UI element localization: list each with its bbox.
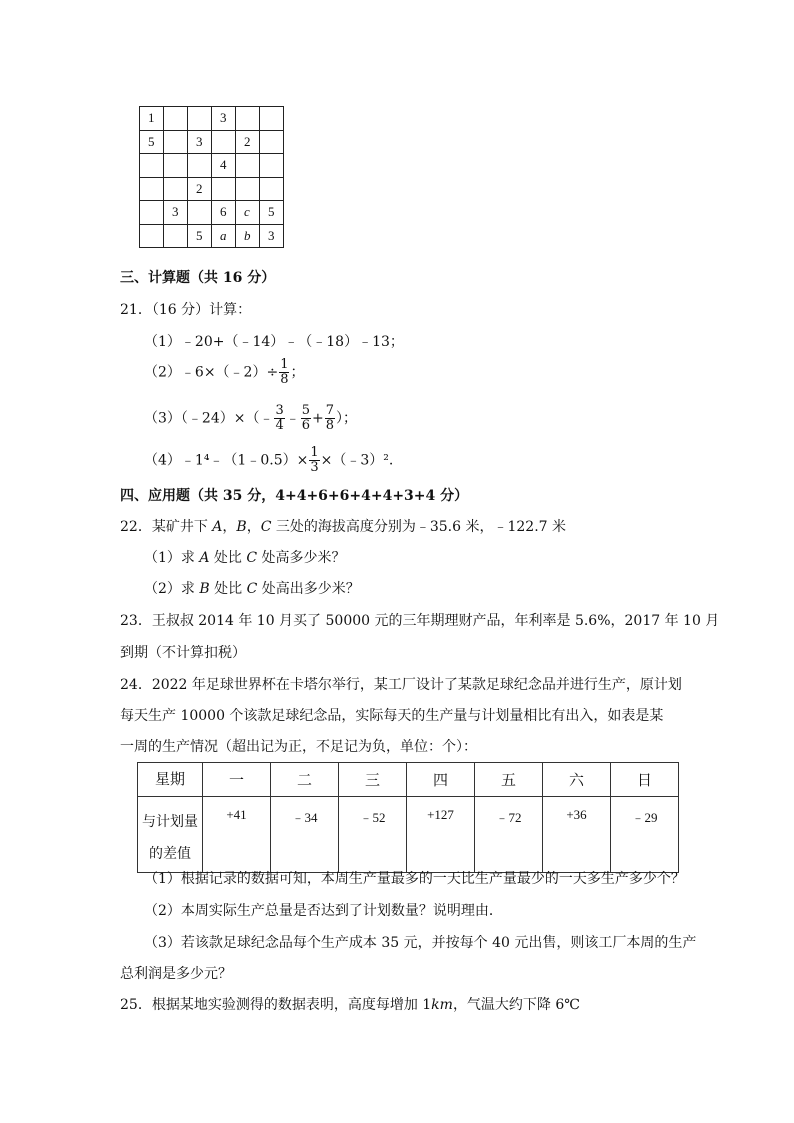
grid-cell [140,154,164,178]
grid-row [140,130,284,154]
grid-cell: 2 [188,177,212,201]
q22-part2: （2）求 B 处比 C 处高出多少米？ [144,581,360,597]
grid-cell [164,224,188,248]
fraction: $\frac{3}{4}$ [275,403,284,433]
q24-part2: （2）本周实际生产总量是否达到了计划数量？说明理由． [144,903,503,919]
grid-cell [164,177,188,201]
q24-line1: 24．2022 年足球世界杯在卡塔尔举行，某工厂设计了某款足球纪念品并进行生产，原计划 [120,677,682,693]
diff-value: +41 [203,797,271,873]
q24-line3: 一周的生产情况（超出记为正，不足记为负，单位：个）： [120,739,477,755]
grid-cell [260,154,284,178]
q21-part4: （4）﹣1⁴﹣（1﹣0.5）× $\frac{1}{3}$ ×（﹣3）². [144,445,394,475]
grid-cell: 2 [236,130,260,154]
day-header: 四 [407,763,475,797]
day-header: 五 [475,763,543,797]
q21-stem: 21．（16 分）计算： [120,302,252,318]
diff-value: ﹣34 [271,797,339,873]
diff-value: ﹣72 [475,797,543,873]
q24-part3-line2: 总利润是多少元？ [120,966,232,982]
fraction: $\frac{5}{6}$ [301,403,311,433]
diff-value: +127 [407,797,475,873]
diff-value: ﹣29 [611,797,679,873]
number-grid [139,106,284,248]
grid-cell: 5 [140,130,164,154]
q25-text: 25．根据某地实验测得的数据表明，高度每增加 1km，气温大约下降 6℃ [120,997,580,1013]
row-label: 与计划量 的差值 [138,797,203,873]
grid-cell [140,201,164,225]
fraction: $\frac{1}{3}$ [310,445,319,475]
grid-cell [260,107,284,131]
section4-heading: 四、应用题（共 35 分，4+4+6+6+4+4+3+4 分） [120,488,469,504]
grid-cell [140,224,164,248]
grid-cell [236,154,260,178]
section3-heading: 三、计算题（共 16 分） [120,270,276,286]
grid-cell [236,177,260,201]
fraction: $\frac{7}{8}$ [325,403,335,433]
fraction: $\frac{1}{8}$ [280,357,289,387]
day-header: 一 [203,763,271,797]
q21-part1: （1）﹣20+（﹣14）﹣（﹣18）﹣13； [144,334,404,350]
q23-line1: 23．王叔叔 2014 年 10 月买了 50000 元的三年期理财产品，年利率是 5.6%，2017 年 10 月 [120,613,720,629]
grid-cell [140,177,164,201]
day-header: 日 [611,763,679,797]
q21-part3: （3）（﹣24）×（﹣ $\frac{3}{4}$ ﹣ $\frac{5}{6}$ + $\frac{7}{8}$ ）； [144,403,358,433]
q24-part1: （1）根据记录的数据可知，本周生产量最多的一天比生产量最少的一天多生产多少个？ [144,871,685,887]
grid-cell [260,177,284,201]
grid-cell [212,130,236,154]
grid-cell [236,107,260,131]
grid-cell: 5 [260,201,284,225]
grid-cell: 4 [212,154,236,178]
grid-cell: 5 [188,224,212,248]
day-header: 二 [271,763,339,797]
grid-cell: 3 [212,107,236,131]
grid-cell: 3 [188,130,212,154]
grid-cell: 3 [164,201,188,225]
day-header: 六 [543,763,611,797]
diff-value: ﹣52 [339,797,407,873]
q22-part1: （1）求 A 处比 C 处高多少米？ [144,550,346,566]
grid-cell: a [212,224,236,248]
grid-row [140,201,284,225]
grid-cell: 6 [212,201,236,225]
grid-cell: 1 [140,107,164,131]
q21-part2: （2）﹣6×（﹣2）÷ $\frac{1}{8}$ ； [144,357,305,387]
grid-cell [164,130,188,154]
grid-row [140,154,284,178]
header-label: 星期 [138,763,203,797]
grid-cell: b [236,224,260,248]
grid-row [140,224,284,248]
q24-line2: 每天生产 10000 个该款足球纪念品，实际每天的生产量与计划量相比有出入，如表是某 [120,708,664,724]
grid-cell [260,130,284,154]
grid-cell [212,177,236,201]
grid-cell [188,201,212,225]
q22-stem: 22．某矿井下 A，B，C 三处的海拔高度分别为﹣35.6 米，﹣122.7 米 [120,519,567,535]
grid-row [140,177,284,201]
grid-cell [164,107,188,131]
day-header: 三 [339,763,407,797]
grid-cell [164,154,188,178]
q24-part3-line1: （3）若该款足球纪念品每个生产成本 35 元，并按每个 40 元出售，则该工厂本周的生产 [144,935,697,951]
grid-cell: c [236,201,260,225]
production-table [137,762,679,873]
grid-cell [188,154,212,178]
grid-row [140,107,284,131]
diff-value: +36 [543,797,611,873]
grid-cell: 3 [260,224,284,248]
q23-line2: 到期（不计算扣税） [120,645,246,661]
grid-cell [188,107,212,131]
